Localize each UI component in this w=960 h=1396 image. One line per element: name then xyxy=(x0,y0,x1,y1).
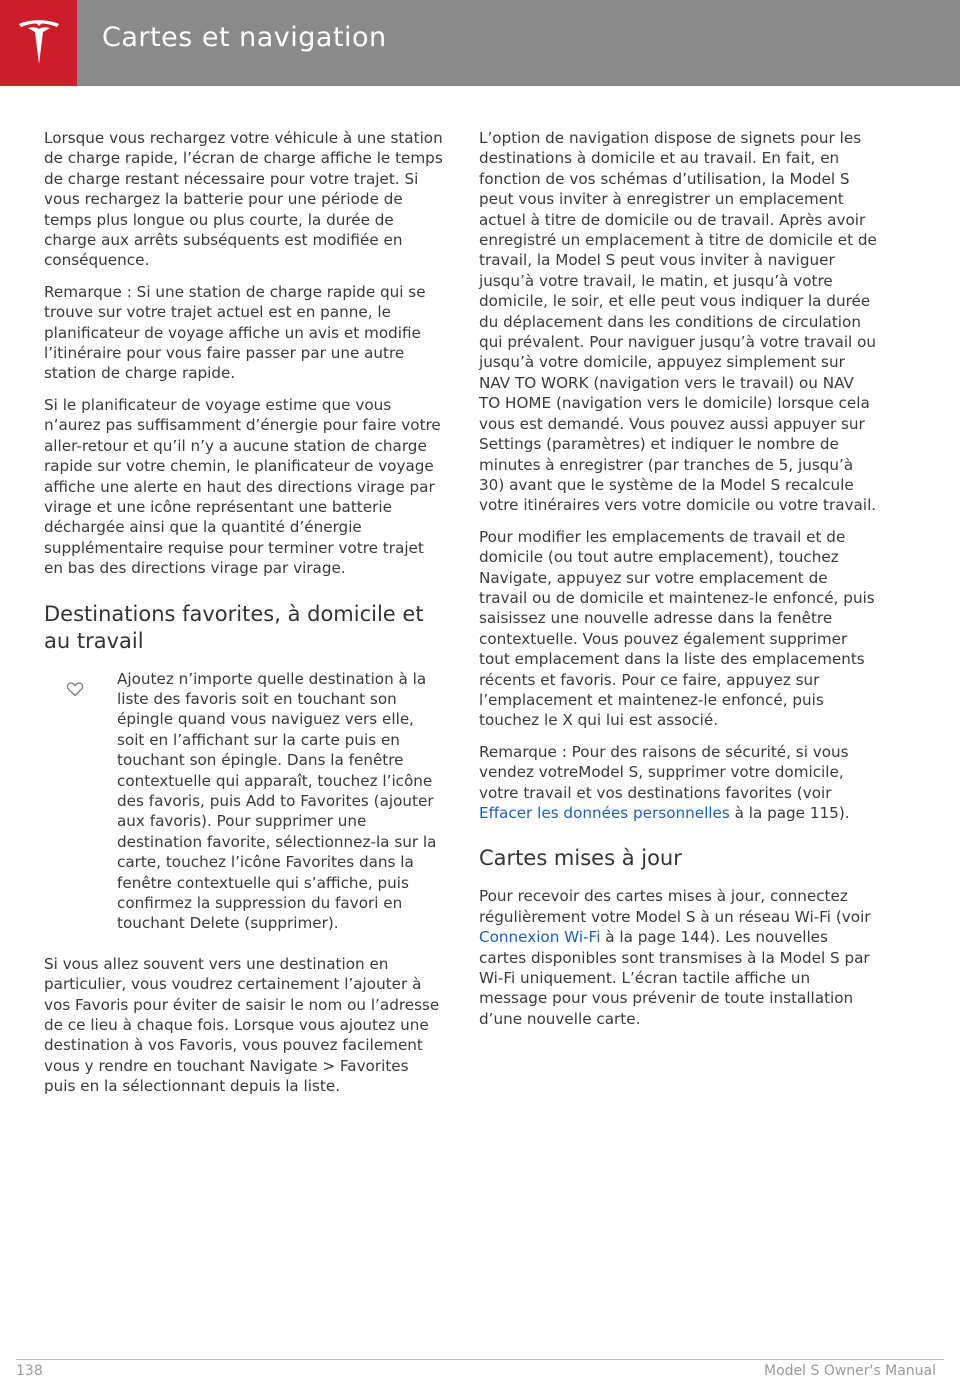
right-column xyxy=(479,128,879,1040)
favorites-block xyxy=(44,669,444,934)
page-number: 138 xyxy=(16,1363,43,1379)
paragraph-frequent-destination: Si vous allez souvent vers une destination en particulier, vous voudrez certainement l’ajouter à vos Favoris pour éviter de saisir le nom ou l’adresse de ce lieu à chaque fois. Lorsque vous ajoutez une destination à vos Favoris, vous pouvez facilement vous y rendre en touchant Navigate > Favorites puis en la sélectionnant depuis la liste. xyxy=(44,954,440,1096)
paragraph-modify-locations: Pour modifier les emplacements de travail et de domicile (ou tout autre emplacement), touchez Navigate, appuyez sur votre emplacement de travail ou de domicile et maintenez-le enfoncé, puis saisissez une nouvelle adresse dans la fenêtre contextuelle. Vous pouvez également supprimer tout emplacement dans la liste des emplacements récents et favoris. Pour ce faire, appuyez sur l’emplacement et maintenez-le enfoncé, puis touchez le X qui lui est associé. xyxy=(479,527,875,730)
tesla-logo xyxy=(0,0,77,86)
footer-divider xyxy=(16,1359,944,1360)
heart-icon xyxy=(66,681,84,702)
section-heading-map-updates: Cartes mises à jour xyxy=(479,846,682,871)
map-updates-text-end: à la page 144). Les nouvelles cartes disponibles sont transmises à la Model S par Wi-Fi uniquement. L’écran tactile affiche un message pour vous prévenir de toute installation d’une nouvelle carte. xyxy=(479,928,870,1028)
manual-name: Model S Owner's Manual xyxy=(764,1363,936,1379)
note-charge-station-down: Remarque : Si une station de charge rapide qui se trouve sur votre trajet actuel est en panne, le planificateur de voyage affiche un avis et modifie l’itinéraire pour vous faire passer par une autre station de charge rapide. xyxy=(44,282,426,383)
paragraph-charge-time: Lorsque vous rechargez votre véhicule à une station de charge rapide, l’écran de charge affiche le temps de charge restant nécessaire pour votre trajet. Si vous rechargez la batterie pour une période de temps plus longue ou plus courte, la durée de charge aux arrêts subséquents est modifiée en conséquence. xyxy=(44,129,443,270)
link-wifi-connection[interactable]: Connexion Wi-Fi xyxy=(479,928,601,947)
page-title: Cartes et navigation xyxy=(102,22,387,53)
left-column xyxy=(44,128,444,1108)
link-clear-personal-data[interactable]: Effacer les données personnelles xyxy=(479,804,730,822)
note-privacy xyxy=(479,742,879,824)
note-privacy-page-ref: à la page 115). xyxy=(729,804,850,822)
note-privacy-text: Remarque : Pour des raisons de sécurité, si vous vendez votreModel S, supprimer votre domicile, votre travail et vos destinations favorites (voir xyxy=(479,742,849,802)
page-header xyxy=(0,0,960,86)
section-heading-favorites: Destinations favorites, à domicile et au travail xyxy=(44,601,424,653)
tesla-logo-icon xyxy=(17,18,61,68)
paragraph-map-updates xyxy=(479,886,879,1029)
map-updates-text: Pour recevoir des cartes mises à jour, connectez régulièrement votre Model S à un réseau Wi-Fi (voir xyxy=(479,887,871,926)
paragraph-home-work-bookmarks: L’option de navigation dispose de signets pour les destinations à domicile et au travail. En fait, en fonction de vos schémas d’utilisation, la Model S peut vous inviter à enregistrer un emplacement actuel à titre de domicile ou de travail. Après avoir enregistré un emplacement à titre de domicile et de travail, la Model S peut vous inviter à naviguer jusqu’à votre travail, le matin, et jusqu’à votre domicile, le soir, et elle peut vous indiquer la durée du déplacement dans les conditions de circulation qui prévalent. Pour naviguer jusqu’à votre travail ou jusqu’à votre domicile, appuyez simplement sur NAV TO WORK (navigation vers le travail) ou NAV TO HOME (navigation vers le domicile) lorsque cela vous est demandé. Vous pouvez aussi appuyer sur Settings (paramètres) et indiquer le nombre de minutes à enregistrer (par tranches de 5, jusqu’à 30) avant que le système de la Model S recalcule votre itinéraires vers votre domicile ou votre travail. xyxy=(479,129,877,515)
favorites-description: Ajoutez n’importe quelle destination à la liste des favoris soit en touchant son épingle quand vous naviguez vers elle, soit en l’affichant sur la carte puis en touchant son épingle. Dans la fenêtre contextuelle qui apparaît, touchez l’icône des favoris, puis Add to Favorites (ajouter aux favoris). Pour supprimer une destination favorite, sélectionnez-la sur la carte, touchez l’icône Favorites dans la fenêtre contextuelle qui s’affiche, puis confirmez la suppression du favori en touchant Delete (supprimer). xyxy=(117,669,437,933)
paragraph-energy-alert: Si le planificateur de voyage estime que vous n’aurez pas suffisamment d’énergie pour faire votre aller-retour et qu’il n’y a aucune station de charge rapide sur votre chemin, le planificateur de voyage affiche une alerte en haut des directions virage par virage et une icône représentant une batterie déchargée ainsi que la quantité d’énergie supplémentaire requise pour terminer votre trajet en bas des directions virage par virage. xyxy=(44,395,441,578)
